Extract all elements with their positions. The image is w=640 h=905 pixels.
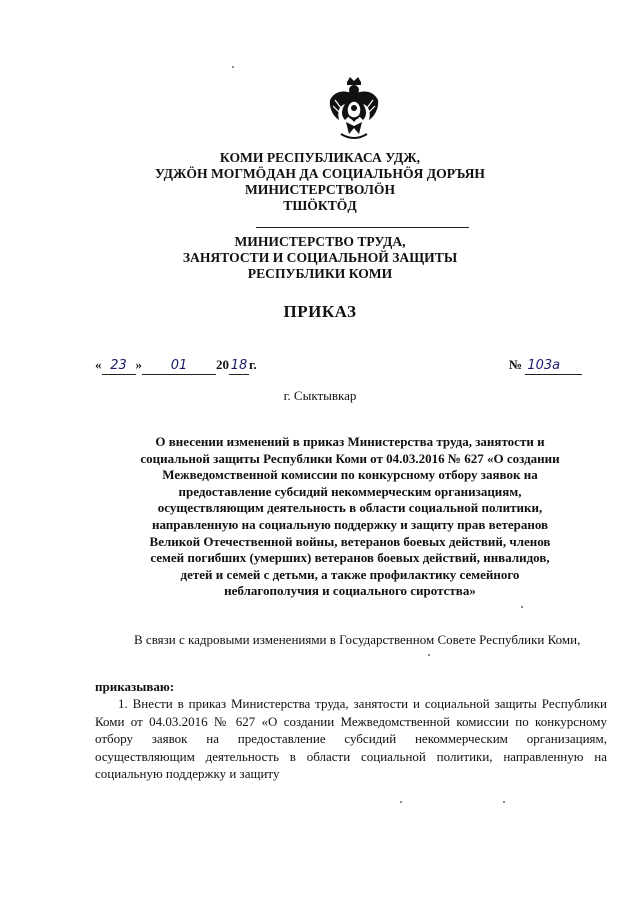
coat-of-arms-emblem: [327, 76, 381, 142]
preamble-paragraph: В связи с кадровыми изменениями в Государственном Совете Республики Коми,: [134, 632, 581, 647]
date-month: 01: [142, 359, 216, 375]
subject-line: осуществляющим деятельность в области социальной политики,: [157, 500, 543, 516]
subject-line: Великой Отечественной войны, ветеранов боевых действий, членов: [149, 533, 551, 549]
subject-line: предоставление субсидий некоммерческим организациям,: [178, 483, 522, 499]
ministry-header-line: ЗАНЯТОСТИ И СОЦИАЛЬНОЙ ЗАЩИТЫ: [182, 250, 458, 265]
order-subject: [95, 434, 605, 600]
order-word: приказываю:: [95, 679, 175, 694]
scan-speck: [400, 801, 402, 803]
number-sign: №: [509, 357, 523, 372]
subject-line: семей погибших (умерших) ветеранов боевых действий, инвалидов,: [150, 550, 550, 566]
ministry-header-line: РЕСПУБЛИКИ КОМИ: [247, 266, 393, 281]
komi-header-line: ТШӦКТӦД: [283, 198, 357, 213]
order-number-value: 103а: [525, 359, 582, 375]
komi-header-line: КОМИ РЕСПУБЛИКАСА УДЖ,: [219, 150, 421, 165]
subject-line: Межведомственной комиссии по конкурсному отбору заявок на: [162, 467, 538, 483]
subject-line: социальной защиты Республики Коми от 04.03.2016 № 627 «О создании: [140, 450, 560, 466]
ministry-header-line: МИНИСТЕРСТВО ТРУДА,: [234, 234, 406, 249]
order-date: [95, 357, 257, 375]
order-number: [509, 357, 582, 375]
city: г. Сыктывкар: [283, 388, 357, 403]
scan-speck: [521, 606, 523, 608]
subject-line: неблагополучия и социального сиротства»: [224, 583, 476, 599]
komi-language-header: [0, 150, 640, 214]
scan-speck: [503, 801, 505, 803]
date-year-suffix: 18: [230, 358, 248, 373]
date-year-prefix: 20: [216, 357, 229, 372]
date-open-quote: «: [95, 357, 102, 372]
subject-line: О внесении изменений в приказ Министерства труда, занятости и: [155, 434, 545, 449]
date-day: 23: [102, 359, 136, 375]
subject-line: направленную на социальную поддержку и защиту прав ветеранов: [151, 516, 549, 532]
ministry-header: [0, 234, 640, 282]
document-type-title: ПРИКАЗ: [283, 302, 357, 321]
date-close-quote: »: [135, 357, 142, 372]
komi-header-line: МИНИСТЕРСТВОЛӦН: [244, 182, 396, 197]
komi-header-line: УДЖӦН МОГМӦДАН ДА СОЦИАЛЬНӦЯ ДОРЪЯН: [155, 166, 485, 181]
header-divider: [256, 227, 469, 228]
subject-line: детей и семей с детьми, а также профилактику семейного: [180, 566, 520, 582]
date-year-unit: г.: [249, 357, 257, 372]
order-item-1: 1. Внести в приказ Министерства труда, занятости и социальной защиты Республики Коми от 04.03.2016 № 627 «О создании Межведомственной комиссии по конкурсному отбору заявок на предоставление субсидий некоммерческим организациям, осуществляющим деятельность в области социальной политики, направленную на социальную поддержку и защиту: [95, 696, 607, 782]
scan-speck: [232, 66, 234, 68]
scan-speck: [428, 654, 430, 656]
